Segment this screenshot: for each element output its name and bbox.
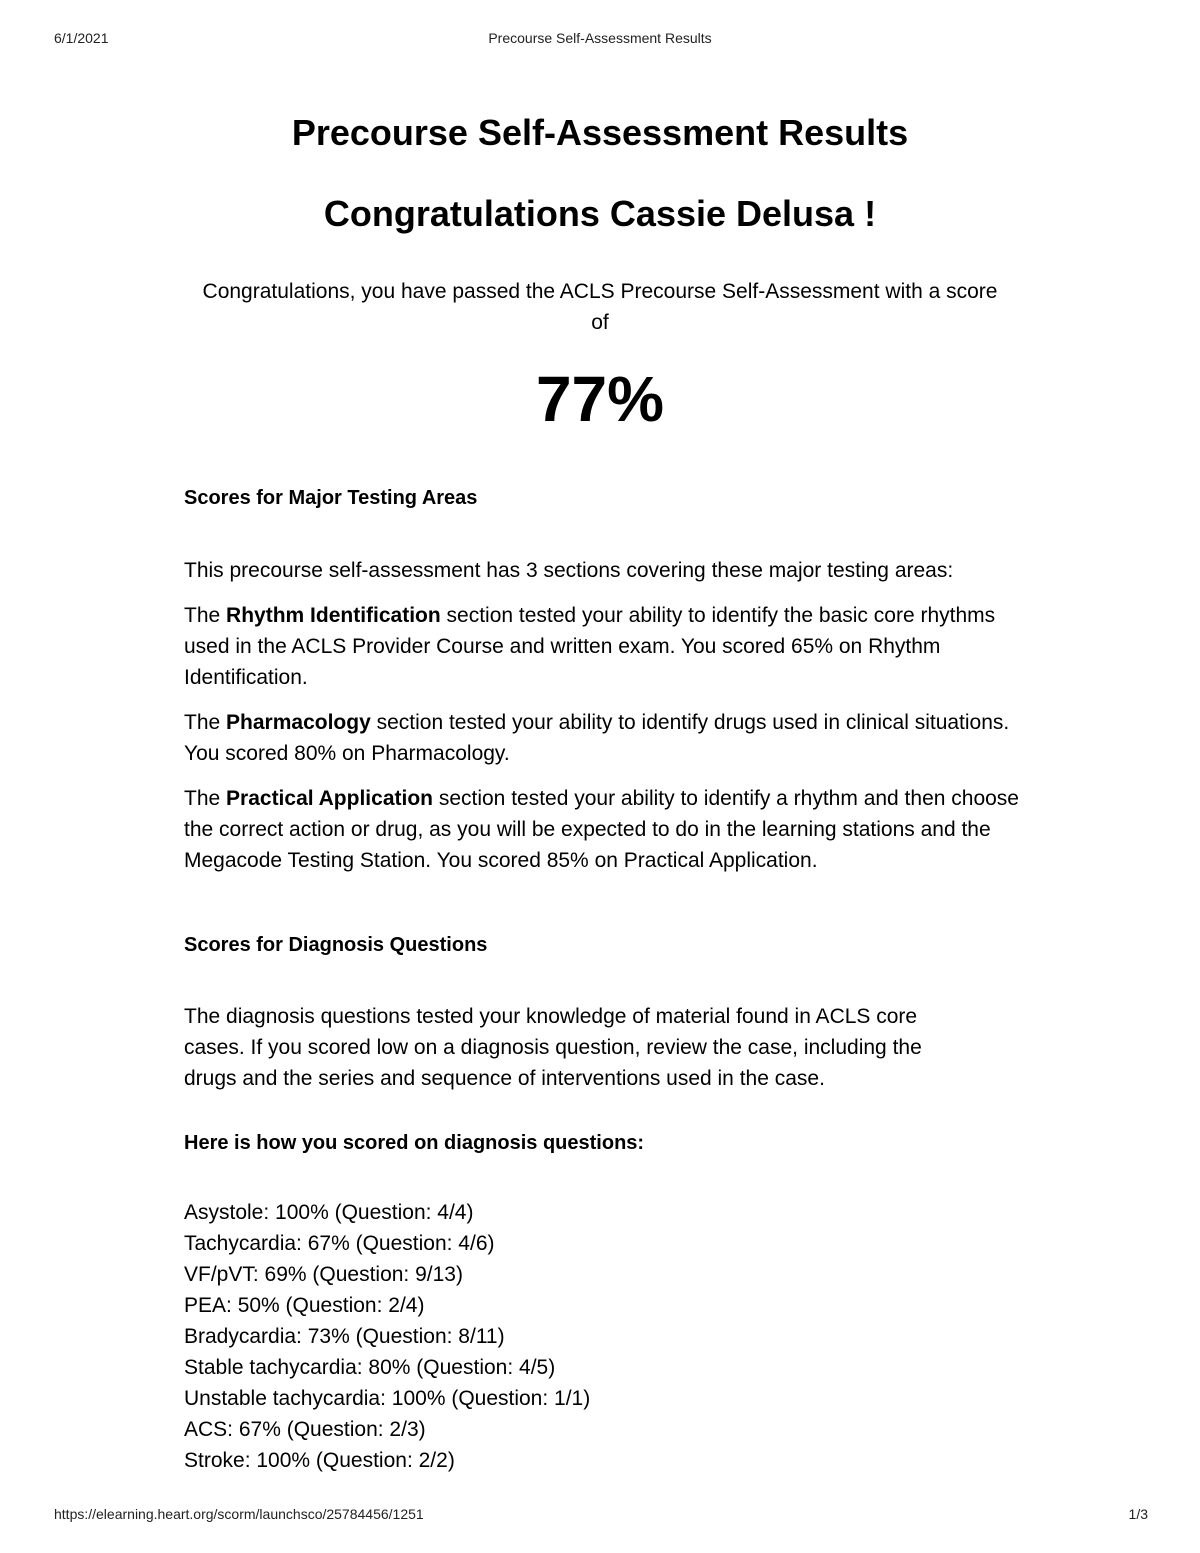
diagnosis-heading: Scores for Diagnosis Questions: [184, 934, 488, 956]
section-name: Pharmacology: [226, 711, 371, 734]
section-practical-application: [184, 783, 1034, 876]
pass-message: Congratulations, you have passed the ACLS Precourse Self-Assessment with a score of: [202, 280, 998, 334]
list-item: Stable tachycardia: 80% (Question: 4/5): [184, 1356, 556, 1379]
diagnosis-score-list: [184, 1197, 590, 1476]
print-header: [0, 30, 1200, 50]
congratulations-heading: Congratulations Cassie Delusa !: [323, 193, 877, 234]
list-item: Asystole: 100% (Question: 4/4): [184, 1201, 474, 1224]
list-item: Bradycardia: 73% (Question: 8/11): [184, 1325, 505, 1348]
diagnosis-subheading: Here is how you scored on diagnosis questions:: [184, 1132, 645, 1154]
section-text: section tested your ability to identify the basic core rhythms used in the ACLS Provider Course and written exam. You scored 65% on Rhythm Identification.: [184, 604, 996, 689]
section-name: Practical Application: [226, 787, 433, 810]
list-item: Stroke: 100% (Question: 2/2): [184, 1449, 455, 1472]
print-footer: [0, 1506, 1200, 1526]
section-prefix: The: [184, 787, 227, 810]
section-pharmacology: [184, 707, 1034, 769]
section-rhythm-identification: [184, 600, 1034, 693]
major-areas-content: [184, 555, 1034, 876]
section-prefix: The: [184, 711, 227, 734]
page-url: https://elearning.heart.org/scorm/launchsco/25784456/1251: [54, 1506, 424, 1522]
print-date: 6/1/2021: [54, 30, 109, 46]
list-item: Tachycardia: 67% (Question: 4/6): [184, 1232, 495, 1255]
section-text: section tested your ability to identify a rhythm and then choose the correct action or drug, as you will be expected to do in the learning stations and the Megacode Testing Station. You scored 85% on Practical Application.: [184, 787, 1019, 872]
page-title: Precourse Self-Assessment Results: [291, 112, 909, 153]
overall-score: 77%: [535, 363, 665, 435]
major-areas-intro: This precourse self-assessment has 3 sections covering these major testing areas:: [184, 559, 954, 582]
list-item: ACS: 67% (Question: 2/3): [184, 1418, 426, 1441]
print-title: Precourse Self-Assessment Results: [488, 30, 712, 46]
major-areas-heading: Scores for Major Testing Areas: [184, 487, 478, 509]
section-prefix: The: [184, 604, 227, 627]
list-item: PEA: 50% (Question: 2/4): [184, 1294, 425, 1317]
section-name: Rhythm Identification: [226, 604, 441, 627]
diagnosis-intro: The diagnosis questions tested your knowledge of material found in ACLS core cases. If you scored low on a diagnosis question, review the case, including the drugs and the series and sequence of interventions used in the case.: [184, 1005, 922, 1090]
diagnosis-content: [184, 1001, 974, 1094]
page-number: 1/3: [1128, 1506, 1148, 1522]
section-text: section tested your ability to identify drugs used in clinical situations. You scored 80% on Pharmacology.: [184, 711, 1010, 765]
list-item: Unstable tachycardia: 100% (Question: 1/1): [184, 1387, 591, 1410]
list-item: VF/pVT: 69% (Question: 9/13): [184, 1263, 463, 1286]
